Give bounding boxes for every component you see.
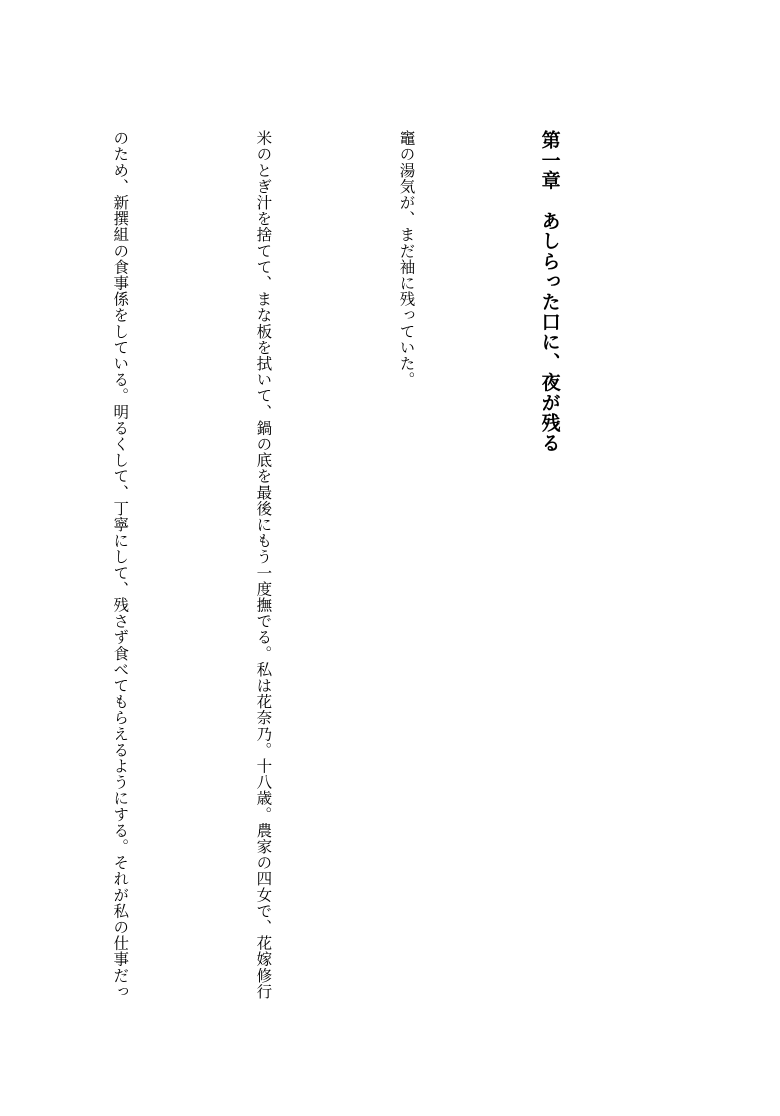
paragraph-line-2: 米のとぎ汁を捨てて、まな板を拭いて、鍋の底を最後にもう一度撫でる。私は花奈乃。十八歳。農家の四女で、花嫁修行 <box>254 130 273 1000</box>
paragraph-line-3: のため、新撰組の食事係をしている。明るくして、丁寧にして、残さず食べてもらえるようにする。それが私の仕事だっ <box>111 130 130 1000</box>
vertical-text-body <box>0 130 668 1030</box>
chapter-title: 第一章 あしらった口に、夜が残る <box>538 130 561 454</box>
paragraph-line-1: 竈の湯気が、まだ袖に残っていた。 <box>397 130 416 388</box>
